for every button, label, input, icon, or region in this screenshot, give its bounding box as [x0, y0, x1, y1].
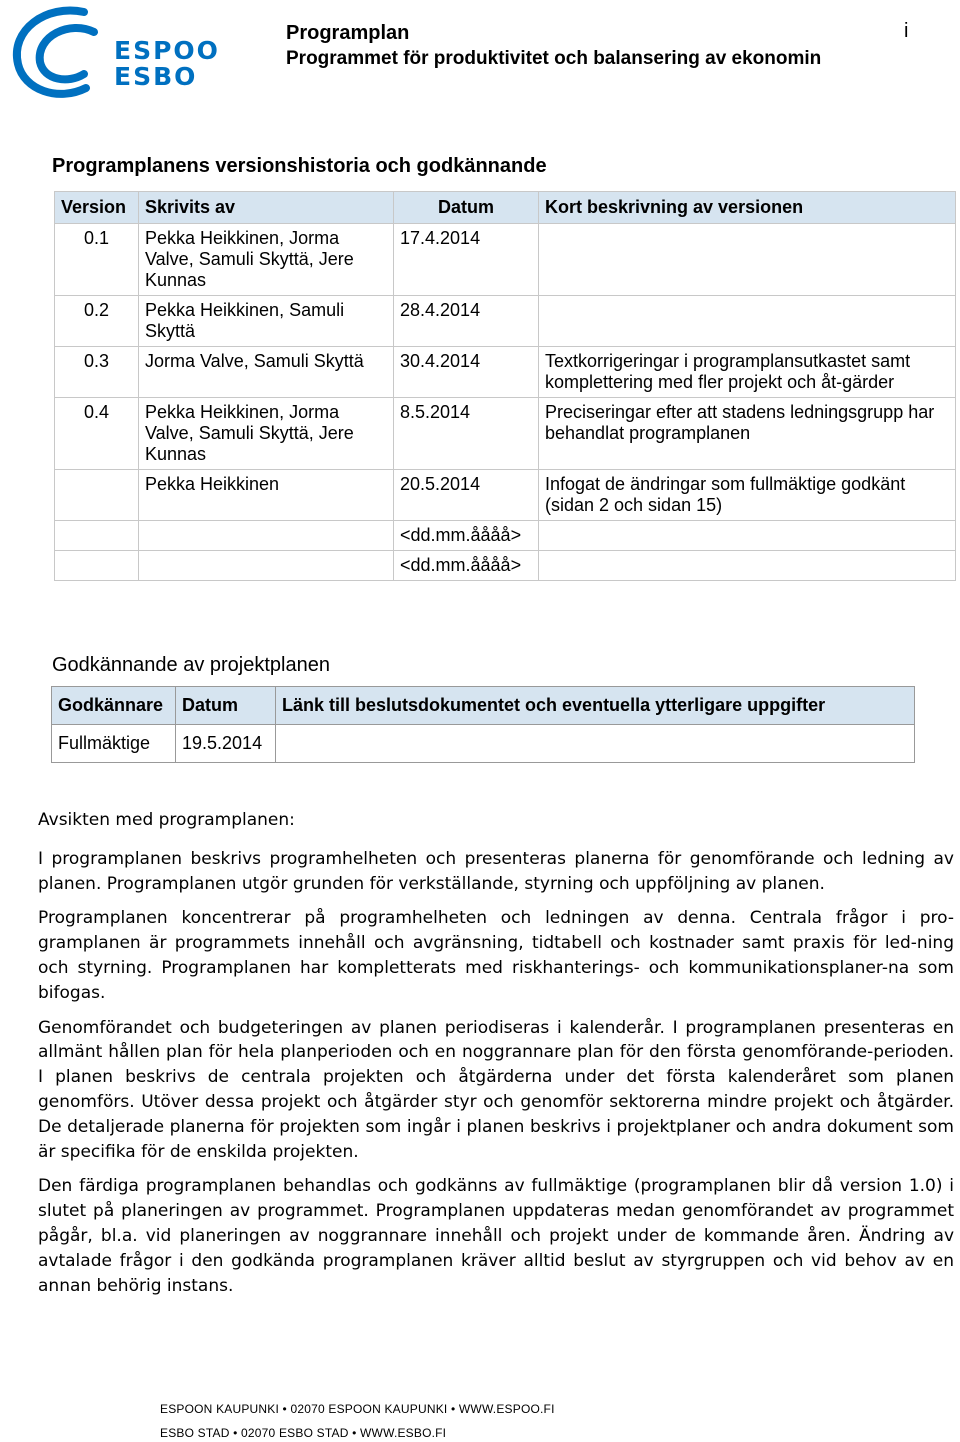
description-cell — [539, 521, 956, 551]
col-header-approver: Godkännare — [52, 687, 176, 725]
author-cell: Jorma Valve, Samuli Skyttä — [139, 347, 394, 398]
logo-swirl-icon — [6, 4, 116, 104]
logo-text-esbo: ESBO — [114, 62, 198, 91]
author-cell: Pekka Heikkinen, Jorma Valve, Samuli Skyttä, Jere Kunnas — [139, 398, 394, 470]
approver-cell: Fullmäktige — [52, 725, 176, 763]
purpose-paragraph: I programplanen beskrivs programhelheten och presenteras planerna för genomförande och ledning av planen. Programplanen utgör grunden för verkställande, styrning och uppföljning av planen. — [38, 848, 954, 894]
description-cell — [539, 224, 956, 296]
date-cell: <dd.mm.åååå> — [394, 521, 539, 551]
approval-title: Godkännande av projektplanen — [52, 654, 330, 676]
version-cell — [55, 521, 139, 551]
col-header-link: Länk till beslutsdokumentet och eventuella ytterligare uppgifter — [276, 687, 915, 725]
purpose-heading: Avsikten med programplanen: — [38, 810, 295, 830]
link-cell — [276, 725, 915, 763]
table-row — [55, 521, 956, 551]
version-cell: 0.4 — [55, 398, 139, 470]
date-cell: 28.4.2014 — [394, 296, 539, 347]
table-row — [55, 224, 956, 296]
date-cell: 17.4.2014 — [394, 224, 539, 296]
table-row — [55, 398, 956, 470]
col-header-date: Datum — [394, 192, 539, 224]
purpose-paragraph: Den färdiga programplanen behandlas och godkänns av fullmäktige (programplanen blir då version 1.0) i slutet på planeringen av programmet. Programplanen uppdateras medan genomförandet av programmet pågår, bl.a. vid planeringen av noggrannare innehåll och projekt under de kommande åren. Ändring av avtalade frågor i den godkända programplanen kräver alltid beslut av styrgruppen och vid behov av en annan behörig instans. — [38, 1176, 954, 1296]
purpose-paragraph: Genomförandet och budgeteringen av planen periodiseras i kalenderår. I programplanen presenteras en allmänt hållen plan för hela planperioden och en noggrannare plan för den första genomförande-perioden. I planen beskrivs de centrala projekten och åtgärderna under det första kalenderåret som planen genomförs. Utöver dessa projekt och åtgärder styr och genomför sektorerna mindre projekt och åtgärder. De detaljerade planerna för projekten som ingår i planen beskrivs i projektplaner och andra dokument som är specifika för de enskilda projekten. — [38, 1017, 954, 1162]
description-cell: Infogat de ändringar som fullmäktige godkänt (sidan 2 och sidan 15) — [539, 470, 956, 521]
table-row — [55, 296, 956, 347]
date-cell: 8.5.2014 — [394, 398, 539, 470]
page-number: i — [904, 20, 909, 42]
author-cell: Pekka Heikkinen, Samuli Skyttä — [139, 296, 394, 347]
table-header-row — [52, 687, 915, 725]
author-cell: Pekka Heikkinen, Jorma Valve, Samuli Skyttä, Jere Kunnas — [139, 224, 394, 296]
date-cell: <dd.mm.åååå> — [394, 551, 539, 581]
description-cell — [539, 296, 956, 347]
footer-line-swedish: ESBO STAD • 02070 ESBO STAD • WWW.ESBO.FI — [160, 1426, 447, 1440]
col-header-author: Skrivits av — [139, 192, 394, 224]
espoo-logo — [6, 4, 220, 104]
description-cell — [539, 551, 956, 581]
version-cell: 0.2 — [55, 296, 139, 347]
version-cell — [55, 551, 139, 581]
col-header-date: Datum — [176, 687, 276, 725]
col-header-description: Kort beskrivning av versionen — [539, 192, 956, 224]
document-title: Programplan — [286, 22, 410, 44]
table-row — [55, 347, 956, 398]
date-cell: 20.5.2014 — [394, 470, 539, 521]
document-subtitle: Programmet för produktivitet och balansering av ekonomin — [286, 48, 822, 69]
version-history-table — [54, 191, 956, 581]
col-header-version: Version — [55, 192, 139, 224]
author-cell — [139, 551, 394, 581]
table-header-row — [55, 192, 956, 224]
version-cell — [55, 470, 139, 521]
author-cell — [139, 521, 394, 551]
version-history-title: Programplanens versionshistoria och godkännande — [52, 155, 547, 177]
description-cell: Textkorrigeringar i programplansutkastet samt komplettering med fler projekt och åt-gärder — [539, 347, 956, 398]
approval-table — [51, 686, 915, 763]
table-row — [55, 470, 956, 521]
purpose-section — [38, 808, 954, 1308]
purpose-paragraph: Programplanen koncentrerar på programhelheten och ledningen av denna. Centrala frågor i pro-gramplanen är programmets innehåll och avgränsning, tidtabell och kostnader samt praxis för led-ning och styrning. Programplanen har kompletterats med riskhanterings- och kommunikationsplaner-na som bifogas. — [38, 908, 954, 1003]
version-cell: 0.1 — [55, 224, 139, 296]
version-cell: 0.3 — [55, 347, 139, 398]
date-cell: 19.5.2014 — [176, 725, 276, 763]
logo-text-espoo: ESPOO — [114, 36, 220, 65]
table-row — [52, 725, 915, 763]
description-cell: Preciseringar efter att stadens ledningsgrupp har behandlat programplanen — [539, 398, 956, 470]
author-cell: Pekka Heikkinen — [139, 470, 394, 521]
date-cell: 30.4.2014 — [394, 347, 539, 398]
footer-line-finnish: ESPOON KAUPUNKI • 02070 ESPOON KAUPUNKI • WWW.ESPOO.FI — [160, 1402, 555, 1416]
table-row — [55, 551, 956, 581]
